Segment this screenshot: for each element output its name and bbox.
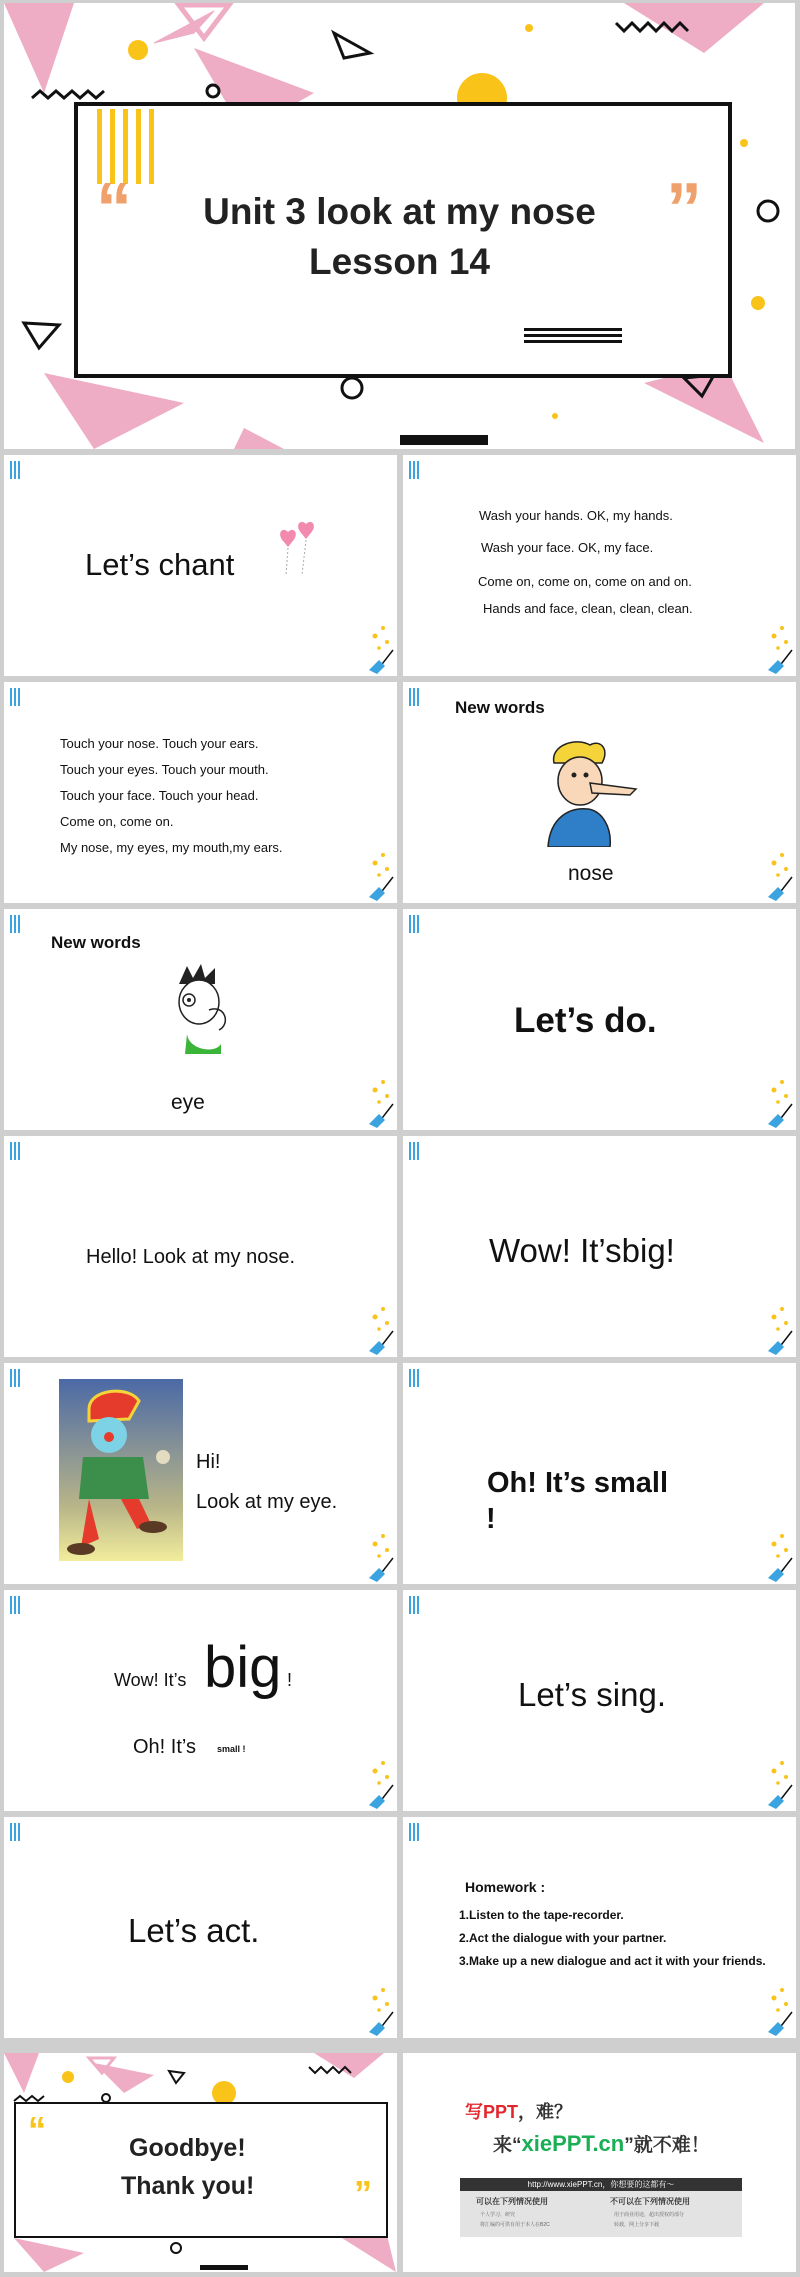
chant-text: Let’s chant [85, 547, 235, 582]
homework-item-2: 2.Act the dialogue with your partner. [459, 1931, 667, 1945]
wow-its: Wow! It’s [114, 1670, 187, 1690]
ad-line2 [493, 2130, 710, 2157]
slide-hello [4, 1136, 397, 1357]
brush-decoration-icon [764, 1986, 794, 2036]
slide-wash [403, 455, 796, 676]
word-nose: nose [568, 862, 614, 885]
homework-item-3: 3.Make up a new dialogue and act it with your friends. [459, 1954, 766, 1968]
lets-act-text: Let’s act. [128, 1912, 260, 1949]
wash-line-1: Wash your hands. OK, my hands. [479, 508, 673, 523]
slide-wow-big [403, 1136, 796, 1357]
oh-its: Oh! It’s [133, 1736, 196, 1758]
wash-line-3: Come on, come on, come on and on. [478, 574, 692, 589]
ad-cannot-title: 不可以在下列情况使用 [610, 2197, 690, 2206]
slide-goodbye [4, 2053, 397, 2272]
big-word: big [204, 1635, 282, 1700]
boy-with-long-nose-image [540, 737, 640, 847]
word-eye: eye [171, 1091, 205, 1114]
slide-corner-bars-icon [10, 1823, 24, 1841]
slide-corner-bars-icon [10, 915, 24, 933]
ad-brand[interactable]: xiePPT.cn [521, 2131, 625, 2156]
quote-open: “ [96, 169, 132, 249]
ad-line1 [465, 2098, 572, 2124]
slide-corner-bars-icon [10, 1596, 24, 1614]
slide-xieppt-ad [403, 2053, 796, 2272]
ad-tail2: ”就不难！ [624, 2135, 710, 2156]
goodbye-quote-close: ” [354, 2173, 372, 2214]
brush-decoration-icon [365, 851, 395, 901]
slide-new-word-nose [403, 682, 796, 903]
slide-corner-bars-icon [409, 915, 423, 933]
slide-corner-bars-icon [10, 461, 24, 479]
brush-decoration-icon [365, 1759, 395, 1809]
slide-corner-bars-icon [409, 1142, 423, 1160]
slide-corner-bars-icon [409, 688, 423, 706]
goodbye-line1: Goodbye! [129, 2134, 246, 2162]
boy-pointing-eye-image [167, 964, 247, 1054]
brush-decoration-icon [365, 1532, 395, 1582]
ad-tail1: ，难？ [518, 2102, 573, 2122]
slide-homework [403, 1817, 796, 2038]
slide-clown [4, 1363, 397, 1584]
touch-line-1: Touch your nose. Touch your ears. [60, 736, 259, 751]
lets-do-text: Let’s do. [514, 1001, 657, 1040]
slide-lets-act [4, 1817, 397, 2038]
goodbye-quote-open: “ [28, 2109, 46, 2150]
slide-corner-bars-icon [409, 1596, 423, 1614]
brush-decoration-icon [365, 1305, 395, 1355]
slide-corner-bars-icon [409, 1823, 423, 1841]
ad-can-title: 可以在下列情况使用 [476, 2197, 548, 2206]
slide-corner-bars-icon [409, 461, 423, 479]
brush-decoration-icon [764, 1078, 794, 1128]
oh-small-line2: ! [486, 1503, 496, 1535]
slide-lets-sing [403, 1590, 796, 1811]
slide-lets-do [403, 909, 796, 1130]
lesson-subtitle: Lesson 14 [309, 241, 490, 282]
brush-decoration-icon [764, 1305, 794, 1355]
clown-look: Look at my eye. [196, 1491, 338, 1513]
touch-line-4: Come on, come on. [60, 814, 174, 829]
big-excl: ! [287, 1670, 293, 1690]
small-word: small ! [217, 1744, 246, 1754]
ad-red-text: 写PPT [465, 2102, 519, 2122]
brush-decoration-icon [764, 1532, 794, 1582]
brush-decoration-icon [764, 624, 794, 674]
oh-small-line1: Oh! It’s small [487, 1467, 669, 1499]
lets-sing-text: Let’s sing. [518, 1676, 666, 1713]
slide-corner-bars-icon [10, 1369, 24, 1387]
slide-title [4, 3, 795, 449]
brush-decoration-icon [365, 1986, 395, 2036]
ad-can-item-1: 个人学习、研究 [480, 2212, 516, 2218]
quote-close: ” [666, 169, 702, 249]
slide-corner-bars-icon [10, 688, 24, 706]
slide-new-word-eye [4, 909, 397, 1130]
touch-line-3: Touch your face. Touch your head. [60, 788, 259, 803]
wash-line-4: Hands and face, clean, clean, clean. [483, 601, 693, 616]
slide-corner-bars-icon [409, 1369, 423, 1387]
goodbye-frame [14, 2102, 388, 2238]
ad-url-bar[interactable]: http://www.xiePPT.cn，你想要的这都有～ [460, 2178, 742, 2191]
touch-line-2: Touch your eyes. Touch your mouth. [60, 762, 269, 777]
clown-image [59, 1379, 183, 1561]
hello-text: Hello! Look at my nose. [86, 1246, 295, 1268]
slide-oh-small [403, 1363, 796, 1584]
slide-wow-big-small [4, 1590, 397, 1811]
homework-heading: Homework : [465, 1879, 546, 1895]
ad-lai: 来“ [493, 2135, 522, 2156]
slide-corner-bars-icon [10, 1142, 24, 1160]
ad-can-item-2: 将汇编的可供有用于本人在B2C [480, 2222, 550, 2228]
brush-decoration-icon [365, 1078, 395, 1128]
homework-list [459, 1907, 779, 1976]
ad-info-box [460, 2191, 742, 2237]
wow-big-text: Wow! It’sbig! [489, 1232, 675, 1269]
touch-line-5: My nose, my eyes, my mouth,my ears. [60, 840, 283, 855]
hearts-icon [272, 520, 332, 580]
clown-hi: Hi! [196, 1451, 221, 1473]
goodbye-line2: Thank you! [121, 2172, 255, 2200]
homework-item-1: 1.Listen to the tape-recorder. [459, 1908, 624, 1922]
ad-cannot-item-2: 转载，网上分享下载 [614, 2222, 660, 2228]
brush-decoration-icon [764, 851, 794, 901]
new-words-heading: New words [51, 933, 141, 952]
wash-line-2: Wash your face. OK, my face. [481, 540, 654, 555]
new-words-heading: New words [455, 698, 545, 717]
ad-cannot-item-1: 用于商业用途，超出授权的部分 [614, 2212, 685, 2218]
brush-decoration-icon [365, 624, 395, 674]
slide-touch [4, 682, 397, 903]
dot-grid [524, 328, 624, 348]
slide-lets-chant [4, 455, 397, 676]
brush-decoration-icon [764, 1759, 794, 1809]
page-title: Unit 3 look at my nose [203, 191, 596, 232]
